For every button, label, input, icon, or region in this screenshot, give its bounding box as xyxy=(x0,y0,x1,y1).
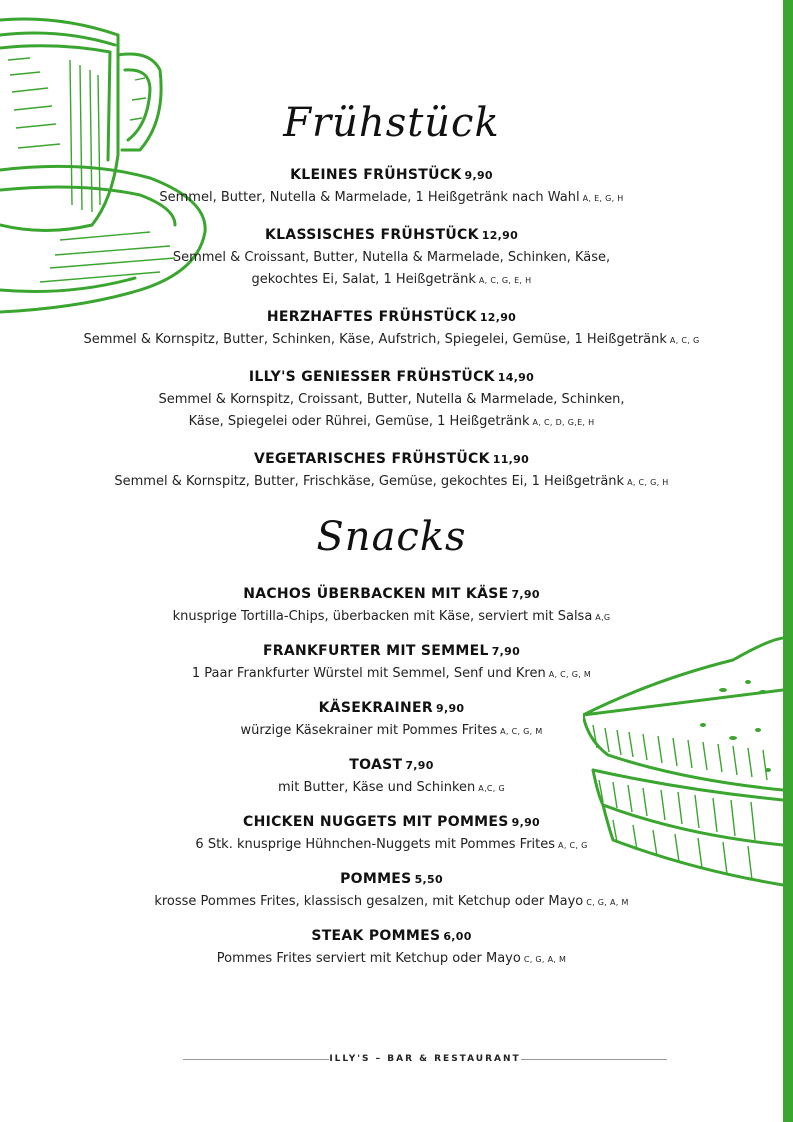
footer-rule-left xyxy=(183,1059,329,1060)
menu-item-allergens: A, E, G, H xyxy=(582,194,624,203)
menu-item-heading xyxy=(0,813,783,832)
menu-item-description xyxy=(0,269,783,292)
menu-item-description xyxy=(0,329,783,352)
menu-item-price: 14,90 xyxy=(497,371,535,384)
menu-item-allergens: A, C, G, M xyxy=(500,727,543,736)
menu-item-price: 9,90 xyxy=(464,169,493,182)
menu-item-description xyxy=(0,606,783,629)
menu-item-description-text: knusprige Tortilla-Chips, überbacken mit Käse, serviert mit Salsa xyxy=(172,609,593,624)
menu-item-description xyxy=(0,663,783,686)
menu-item-price: 7,90 xyxy=(491,645,521,658)
menu-item-name: KLEINES FRÜHSTÜCK xyxy=(290,167,462,183)
menu-item-description-text: krosse Pommes Frites, klassisch gesalzen, mit Ketchup oder Mayo xyxy=(154,894,584,909)
menu-item-description xyxy=(0,720,783,743)
accent-side-bar xyxy=(783,0,793,1122)
menu-item-price: 9,90 xyxy=(436,702,465,715)
menu-item-price: 5,50 xyxy=(414,873,443,886)
menu-item-allergens: A, C, G, M xyxy=(548,670,592,679)
menu-item-description xyxy=(0,411,783,434)
menu-item-description xyxy=(0,247,783,269)
menu-item-description-text: Semmel & Croissant, Butter, Nutella & Marmelade, Schinken, Käse, xyxy=(172,250,611,265)
menu-item-description xyxy=(0,187,783,210)
menu-item-heading xyxy=(0,927,783,946)
menu-item-allergens: A, C, G xyxy=(669,336,700,345)
menu-item-heading xyxy=(0,870,783,889)
menu-item-description-text: Semmel & Kornspitz, Butter, Schinken, Käse, Aufstrich, Spiegelei, Gemüse, 1 Heißgetränk xyxy=(83,332,667,347)
menu-item xyxy=(0,585,783,629)
menu-item-heading xyxy=(0,308,783,327)
menu-item-heading xyxy=(0,756,783,775)
menu-item-description xyxy=(0,891,783,914)
menu-item-allergens: C, G, A, M xyxy=(586,898,629,907)
menu-item-description-text: 1 Paar Frankfurter Würstel mit Semmel, Senf und Kren xyxy=(191,666,546,681)
menu-item-heading xyxy=(0,699,783,718)
menu-item-description-text: würzige Käsekrainer mit Pommes Frites xyxy=(240,723,498,738)
menu-item-description xyxy=(0,389,783,411)
menu-item xyxy=(0,699,783,743)
menu-item-name: NACHOS ÜBERBACKEN MIT KÄSE xyxy=(243,586,509,602)
menu-item-name: FRANKFURTER MIT SEMMEL xyxy=(262,643,489,659)
menu-item xyxy=(0,308,783,352)
menu-item-heading xyxy=(0,642,783,661)
menu-item-description-text: Semmel, Butter, Nutella & Marmelade, 1 Heißgetränk nach Wahl xyxy=(159,190,580,205)
menu-item-price: 12,90 xyxy=(481,229,519,242)
menu-item-price: 6,00 xyxy=(443,930,472,943)
menu-item-price: 11,90 xyxy=(492,453,530,466)
menu-item-name: KÄSEKRAINER xyxy=(318,700,434,716)
menu-item-heading xyxy=(0,450,783,469)
menu-item-price: 7,90 xyxy=(511,588,540,601)
menu-item-price: 7,90 xyxy=(405,759,434,772)
menu-item-name: ILLY'S GENIESSER FRÜHSTÜCK xyxy=(248,369,495,385)
menu-item-allergens: A, C, G xyxy=(558,841,588,850)
menu-item-allergens: A, C, G, H xyxy=(627,478,669,487)
menu-item-allergens: A, C, D, G,E, H xyxy=(532,418,595,427)
menu-item-description-text: Pommes Frites serviert mit Ketchup oder Mayo xyxy=(216,951,521,966)
menu-item-allergens: A, C, G, E, H xyxy=(478,276,532,285)
menu-item-allergens: A,G xyxy=(595,613,611,622)
menu-item-description xyxy=(0,471,783,494)
menu-item-description-text: Semmel & Kornspitz, Croissant, Butter, Nutella & Marmelade, Schinken, xyxy=(158,392,625,407)
menu-item xyxy=(0,642,783,686)
menu-item-heading xyxy=(0,166,783,185)
footer-rule-right xyxy=(521,1059,667,1060)
menu-item-heading xyxy=(0,226,783,245)
menu-item-heading xyxy=(0,585,783,604)
menu-item xyxy=(0,368,783,434)
menu-item-description-text: 6 Stk. knusprige Hühnchen-Nuggets mit Pommes Frites xyxy=(195,837,556,852)
menu-item-allergens: A,C, G xyxy=(478,784,505,793)
menu-item-price: 9,90 xyxy=(511,816,540,829)
menu-item xyxy=(0,226,783,292)
menu-item xyxy=(0,756,783,800)
menu-item-description xyxy=(0,777,783,800)
menu-item-description-text: gekochtes Ei, Salat, 1 Heißgetränk xyxy=(251,272,476,287)
menu-item xyxy=(0,450,783,494)
menu-item-name: TOAST xyxy=(349,757,403,773)
menu-item-name: POMMES xyxy=(340,871,412,887)
snacks-items-list xyxy=(0,585,783,984)
fruehstueck-items-list xyxy=(0,166,783,510)
footer-text: ILLY'S – BAR & RESTAURANT xyxy=(329,1054,521,1064)
menu-item-name: HERZHAFTES FRÜHSTÜCK xyxy=(266,309,477,325)
menu-item xyxy=(0,870,783,914)
menu-item-name: STEAK POMMES xyxy=(311,928,441,944)
menu-item-description-text: mit Butter, Käse und Schinken xyxy=(278,780,476,795)
menu-item-name: KLASSISCHES FRÜHSTÜCK xyxy=(264,227,479,243)
footer xyxy=(183,1053,667,1065)
section-title-fruehstueck: Frühstück xyxy=(283,100,500,146)
menu-item-price: 12,90 xyxy=(479,311,517,324)
menu-item-description xyxy=(0,948,783,971)
menu-item xyxy=(0,166,783,210)
menu-item-description xyxy=(0,834,783,857)
menu-item-allergens: C, G, A, M xyxy=(523,955,567,964)
menu-item-name: VEGETARISCHES FRÜHSTÜCK xyxy=(253,451,490,467)
menu-item xyxy=(0,813,783,857)
section-title-snacks: Snacks xyxy=(316,514,467,560)
menu-item-description-text: Semmel & Kornspitz, Butter, Frischkäse, Gemüse, gekochtes Ei, 1 Heißgetränk xyxy=(114,474,625,489)
menu-item-heading xyxy=(0,368,783,387)
menu-item xyxy=(0,927,783,971)
menu-item-name: CHICKEN NUGGETS MIT POMMES xyxy=(243,814,509,830)
menu-item-description-text: Käse, Spiegelei oder Rührei, Gemüse, 1 Heißgetränk xyxy=(188,414,530,429)
